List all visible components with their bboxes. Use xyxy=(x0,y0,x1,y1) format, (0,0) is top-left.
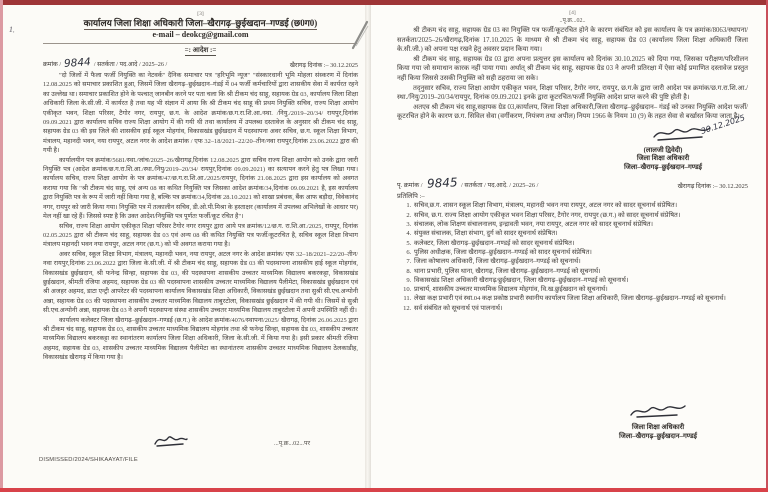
body-paragraph: श्री टीकम चंद साहू, सहायक ग्रेड 03 द्वारा अपना प्रत्युत्तर इस कार्यालय को दिनांक 30.10.2025 को दिया गया, जिसका परीक्षण/परिशीलन किया गया जो समाधान कारक नहीं पाया गया। अर्थात् श्री टीकम चंद साहू, सहायक ग्रेड 03 ने अपनी प्रतिरक्षा में ऐसा कोई प्रमाणित दस्तावेज प्रस्तुत नहीं किया जिससे उसकी नियुक्ति को सही ठहराया जा सके। xyxy=(397,55,748,82)
reference-line xyxy=(43,57,358,69)
signatory-district: जिला–खैरागढ़–छुईखदान–गण्डई xyxy=(619,432,697,440)
handwritten-margin-mark: 1. xyxy=(8,24,16,35)
copy-item: 10. प्राचार्य, शासकीय उच्चतर माध्यमिक विद्यालय मोहगांव, वि.ख.छुईखदान को सूचनार्थ। xyxy=(413,285,748,294)
copy-item: 1. सचिव,छ.ग. शासन स्कूल शिक्षा विभाग, मंत्रालय, महानदी भवन नया रायपुर, अटल नगर को सादर सूचनार्थ संप्रेषित। xyxy=(413,201,748,210)
copy-item: 9. विकासखंड शिक्षा अधिकारी खैरागढ़/छुईखदान, जिला खैरागढ़–छुईखदान–गण्डई को सूचनार्थ। xyxy=(413,276,748,285)
page-left-footer xyxy=(3,430,365,458)
page-number: [4] xyxy=(569,10,576,16)
copy-to-list xyxy=(397,201,748,313)
office-email: e-mail – deokcg@gmail.com xyxy=(152,30,249,39)
page-right-content xyxy=(397,10,748,313)
continuation-note: ..पृ.क्र...02.. xyxy=(559,18,586,24)
body-paragraph: श्री टीकम चंद साहू, सहायक ग्रेड 03 का नियुक्ति पत्र फर्जी/कूटरचित होने के कारण संबंधित को इस कार्यालय के पत्र क्रमांक/8063/स्थापना/सतर्कता/2025–26/खैरागढ़,दिनांक 17.10.2025 के माध्यम से श्री टीकम चंद साहू, सहायक ग्रेड 03 (कार्यालय जिला शिक्षा अधिकारी जिला के.सी.जी.) को अपना पक्ष रखने हेतु अवसर प्रदान किया गया। xyxy=(397,27,748,54)
signature-scribble-icon xyxy=(629,406,687,423)
office-header-text: कार्यालय जिला शिक्षा अधिकारी जिला–खैरागढ़–छुईखदान–गण्डई (छ0ग0) xyxy=(83,18,318,28)
copy-item: 7. जिला कोषालय अधिकारी, जिला खैरागढ़–छुईखदान–गण्डई को सूचनार्थ। xyxy=(413,257,748,266)
copy-item: 5. कलेक्टर, जिला खैरागढ़–छुईखदान–गण्डई को सादर सूचनार्थ संप्रेषित। xyxy=(413,239,748,248)
header-rule xyxy=(43,43,358,44)
order-heading xyxy=(43,46,358,55)
signature-scribble-icon xyxy=(153,432,189,453)
office-header xyxy=(43,17,358,29)
continuation-note: ...पृ.क्र...02...पर xyxy=(274,440,310,447)
reference-number xyxy=(43,57,167,69)
signature-block-bottom xyxy=(578,403,738,441)
signatory-name: (लालजी द्विवेदी) xyxy=(643,146,683,154)
copy-to-label: प्रतिलिपि :– xyxy=(397,193,425,201)
endorsement-number xyxy=(397,176,538,190)
body-paragraph: तद्नुसार सचिव, राज्य शिक्षा आयोग एकीकृत भवन, शिक्षा परिसर, टैगोर नगर, रायपुर, छ.ग.के द्वारा जारी आदेश पत्र क्रमांक/छ.ग.रा.शि.आ./स्था./नियु/2019–20/34/रायपुर, दिनांक 09.09.2021 इनके द्वारा कूटरचित/फर्जी नियुक्ति आदेश प्राप्त करने की पुष्टि होती है। xyxy=(397,84,748,102)
handwritten-date: 30.12.2025 xyxy=(699,113,747,136)
copy-item: 8. थाना प्रभारी, पुलिस थाना, खैरागढ़, जिला खैरागढ़–छुईखदान–गण्डई को सूचनार्थ। xyxy=(413,267,748,276)
page-left-content xyxy=(43,11,358,363)
date-value: 30.12.2025 xyxy=(330,62,358,69)
ref-suffix: / सतर्कता / पद.आदे / 2025–26 / xyxy=(93,61,168,68)
page-left xyxy=(3,5,365,488)
body-paragraph: कार्यालयीन पत्र क्रमांक/5681/स्था./जांच/2025–26/खैरागढ़,दिनांक 12.08.2025 द्वारा सचिव राज्य शिक्षा आयोग को उनके द्वारा जारी नियुक्ति पत्र (आदेश क्रमांक/छ.ग.रा.शि.आ./स्था./नियु/2019–20/34/ रायपुर,दिनांक 09.09.2021) का सत्यापन करने हेतु पत्र लिखा गया। कार्यालय सचिव, राज्य शिक्षा आयोग के पत्र क्रमांक/47/छ.ग.रा.शि.आ./2025/रायपुर, दिनांक 21.08.2025 द्वारा इस कार्यालय को अवगत कराया गया कि "श्री टीकम चंद साहू, एवं अन्य 08 का कथित नियुक्ति पत्र जिसका आदेश क्रमांक/34,दिनांक 09.09.2021 है, इस कार्यालय द्वारा नियुक्ति पत्र के रूप में जारी नहीं किया गया है, बल्कि पत्र क्रमांक/34,दिनांक 28.10.2021 को शाखा प्रबंधक, बैंक आफ बड़ौदा, विवेकानंद नगर, रायपुर को जारी किया गया। नियुक्ति पत्र में तत्कालीन सचिव, डी.ओ.पी.मिश्रा के हस्ताक्षर (कार्यालय में उपलब्ध अभिलेखों के आधार पर) मेल नहीं खा रहे हैं। जिससे स्पष्ट है कि उक्त आदेश/नियुक्ति पत्र पूर्णतः फर्जी/कूट रचित है"। xyxy=(43,156,358,221)
body-paragraph: अवर सचिव, स्कूल शिक्षा विभाग, मंत्रालय, महानदी भवन, नया रायपुर, अटल नगर के आदेश क्रमांक/ एफ 32–18/2021–22/20–तीन/नवा रायपुर,दिनांक 23.06.2022 द्वारा जिला के.सी.जी. में श्री टीकम चंद साहू, सहायक ग्रेड 03 की पदस्थापना शासकीय हाई स्कूल मोहगांव, विकासखंड छुईखदान, श्री फनेन्द्र सिन्हा, सहायक ग्रेड 03, की पदस्थापना शासकीय उच्चतर माध्यमिक विद्यालय बकरकट्टा, विकासखंड छुईखदान, श्रीमती रजिया अहमद, सहायक ग्रेड 03 की पदस्थापना शासकीय उच्चतर माध्यमिक विद्यालय पैलीमेटा, विकासखंड छुईखदान एवं श्री अजहर अहमद, डाटा एन्ट्री आपरेटर की पदस्थापना कार्यालय विकासखंड शिक्षा अधिकारी, विकासखंड छुईखदान तथा सुश्री सी.एच.अन्योनी अन्ना, सहायक ग्रेड 03 की पदस्थापना शासकीय उच्चतर माध्यमिक विद्यालय ताबुरटोला, विकासखंड छुईखदान में की गयी थी। जिसमें से सुश्री सी.एच.अन्योनी अन्ना, सहायक ग्रेड 03 ने अपनी पदस्थापना संस्था शासकीय उच्चतर माध्यमिक विद्यालय ताबुरटोला में अपनी उपस्थिति नहीं दी। xyxy=(43,250,358,315)
signatory-title: जिला शिक्षा अधिकारी xyxy=(631,424,685,431)
copy-item: 2. सचिव, छ.ग. राज्य शिक्षा आयोग एकीकृत भवन शिक्षा परिसर, टैगोर नगर, रायपुर (छ.ग.) को सादर सूचनार्थ संप्रेषित। xyxy=(413,211,748,220)
page-number: [3] xyxy=(197,11,204,17)
page-right xyxy=(371,5,766,488)
endorsement-suffix: / सतर्कता / पद.आदे. / 2025–26 / xyxy=(461,182,539,190)
copy-item: 3. संचालक, लोक शिक्षण संचालनालय, इन्द्रावती भवन, नया रायपुर, अटल नगर को सादर सूचनार्थ संप्रेषित। xyxy=(413,220,748,229)
handwritten-ref-number: 9844 xyxy=(63,56,92,70)
date-line xyxy=(290,60,358,69)
handwritten-endorsement-number: 9845 xyxy=(426,175,458,192)
body-paragraph: "दो जिलों में फैला फर्जी नियुक्ति का नेटवर्क" दैनिक समाचार पत्र "हरिभूमि न्यूज" "संस्कारधानी भूमि मोहला संस्करण में दिनांक 12.08.2025 को समाचार प्रकाशित हुआ, जिसमें जिला खैरागढ़–छुईखदान–गंडई में 04 फर्जी कर्मचारियों द्वारा शासकीय सेवा में कार्यरत रहने का उल्लेख था। समाचार प्रकाशित होने के पश्चात् जानबीन करने पर पता चला कि श्री टीकम चंद साहू, सहायक ग्रेड 03, कार्यालय जिला शिक्षा अधिकारी जिला के.सी.जी. में कार्यरत है तथा यह भी संज्ञान में आया कि श्री टीकम चंद साहू की प्रथम नियुक्ति सचिव, राज्य शिक्षा आयोग एकीकृत भवन, शिक्षा परिसर, टैगोर नगर, रायपुर, छ.ग. के आदेश क्रमांक/छ.ग.रा.शि.आ./स्था. /नियु./2019–20/34/ रायपुर,दिनांक 09.09.2021 द्वारा कार्यालय सचिव राज्य शिक्षा आयोग में की गयी थी तथा कार्यालय में उपलब्ध दस्तावेज के अनुसार श्री टीकम चंद साहू, सहायक ग्रेड 03 की इस जिले की शासकीय हाई स्कूल मोहगांव, विकासखंड छुईखदान में पदस्थापना अवर सचिव, छ.ग. स्कूल शिक्षा विभाग, मंत्रालय, महानदी भवन, नया रायपुर, अटल नगर के आदेश क्रमांक / एफ 32–18/2021–22/20–तीन/नवा रायपुर,दिनांक 23.06.2022 द्वारा की गयी है। xyxy=(43,72,358,155)
date-label: खैरागढ़ दिनांक :– xyxy=(677,183,718,191)
scan-border-bottom xyxy=(0,488,768,492)
copy-item: 12. सर्व संबंधित को सूचनार्थ एवं पालनार्थ। xyxy=(413,304,748,313)
copy-item: 11. लेखा कक्ष प्रभारी एवं स्था.04 कक्ष प्रकोष्ठ प्रभारी स्थानीय कार्यालय जिला शिक्षा अधिकारी, जिला खैरागढ़–छुईखदान–गण्डई को सूचनार्थ। xyxy=(413,294,748,303)
signatory-district: जिला–खैरागढ़–छुईखदान–गण्डई xyxy=(624,163,702,171)
endorsement-line xyxy=(397,176,748,190)
body-paragraph: अतएव श्री टीकम चंद साहू,सहायक ग्रेड 03,कार्यालय, जिला शिक्षा अधिकारी,जिला खैरागढ़–छुईखदान– गंडई को उनका नियुक्ति आदेश फर्जी/कूटरचित होने के कारण छ.ग. सिविल सेवा (वर्गीकरण, नियंत्रण तथा अपील) नियम 1966 के नियम 10 (9) के तहत सेवा से बर्खास्त किया जाता है। xyxy=(397,103,748,121)
ref-prefix: क्रमांक / xyxy=(43,61,62,68)
order-heading-text: =: आदेश := xyxy=(184,46,217,54)
date-value: 30.12.2025 xyxy=(719,183,748,191)
copy-item: 6. पुलिस अधीक्षक, जिला खैरागढ़–छुईखदान–गण्डई को सादर सूचनार्थ संप्रेषित। xyxy=(413,248,748,257)
signatory-title: जिला शिक्षा अधिकारी xyxy=(636,155,690,163)
endorsement-prefix: पृ. क्रमांक / xyxy=(397,182,423,190)
endorsement-date xyxy=(678,181,748,190)
body-paragraph: कार्यालय कलेक्टर जिला खैरागढ़–छुईखदान–गण्डई (छ.ग.) के आदेश क्रमांक/4076/स्थापना/2025/ खैरागढ़, दिनांक 26.06.2025 द्वारा श्री टीकम चंद साहू, सहायक ग्रेड 03, शासकीय उच्चतर माध्यमिक विद्यालय मोहगांव तथा श्री फनेन्द्र सिन्हा, सहायक ग्रेड 03, शासकीय उच्चतर माध्यमिक विद्यालय बकरकट्टा का स्थानांतरण कार्यालय जिला शिक्षा अधिकारी, जिला के.सी.जी. में किया गया है। इसी प्रकार श्रीमती रजिया अहमद, सहायक ग्रेड 03, शासकीय उच्चतर माध्यमिक विद्यालय पैलीमेटा का स्थानांतरण शासकीय उच्चतर माध्यमिक विद्यालय ठेलकाडीह, विकासखंड खैरागढ़ में किया गया है। xyxy=(43,316,358,362)
date-label: खैरागढ़ दिनांक :– xyxy=(289,62,329,69)
signature-block-mid xyxy=(588,113,747,173)
body-paragraph: सचिव, राज्य शिक्षा आयोग एकीकृत शिक्षा परिसर टैगोर नगर रायपुर द्वारा आये पत्र क्रमांक/12/छ.ग. रा.शि.आ./2025, रायपुर, दिनांक 02.05.2025 द्वारा श्री टीकम चंद साहू, सहायक ग्रेड 03 एवं अन्य 08 की कथित नियुक्ति पत्र फर्जी/कूटरचित है, सचिव स्कूल शिक्षा विभाग मंत्रालय महानदी भवन नया रायपुर, अटल नगर (छ.ग.) को भी अवगत कराया गया है। xyxy=(43,222,358,249)
file-reference: DISMISSED/2024/SHIKAAYAT/FILE xyxy=(39,457,138,463)
copy-item: 4. संयुक्त संचालक, शिक्षा संभाग, दुर्ग को सादर सूचनार्थ संप्रेषित। xyxy=(413,229,748,238)
